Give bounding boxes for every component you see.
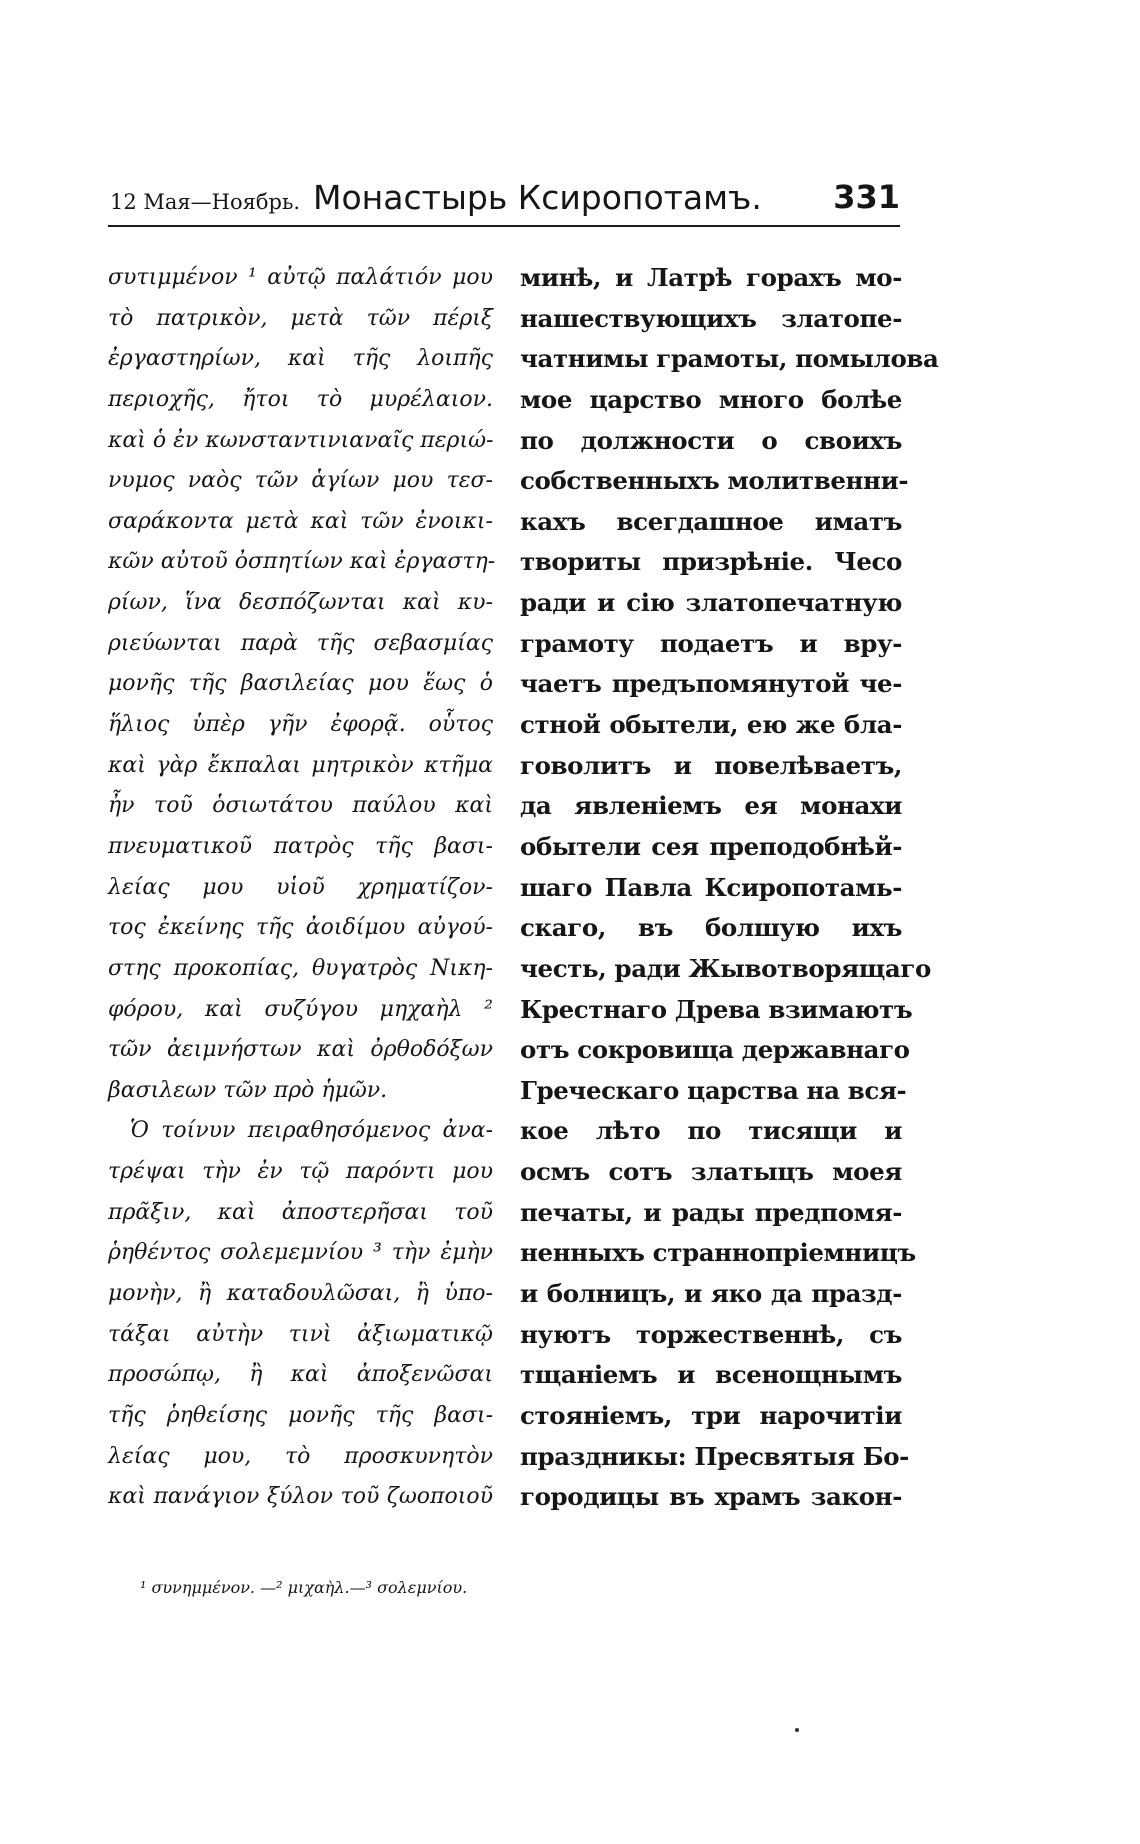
page-number: 331 xyxy=(833,178,900,216)
russian-text-line: нашествующихъ златопе- xyxy=(520,303,902,333)
running-header xyxy=(108,178,900,222)
greek-text-line: λείας μου, τὸ προσκυνητὸν xyxy=(108,1443,493,1469)
russian-text-line: Греческаго царства на вся- xyxy=(520,1075,907,1105)
greek-text-line: ἐργαστηρίων, καὶ τῆς λοιπῆς xyxy=(108,346,493,372)
greek-text-line: περιοχῆς, ἤτοι τὸ μυρέλαιον. xyxy=(108,386,493,412)
greek-text-line: τρέψαι τὴν ἐν τῷ παρόντι μου xyxy=(108,1159,493,1185)
russian-text-line: ради и сію златопечатную xyxy=(520,588,902,618)
greek-text-line: μονὴν, ἢ καταδουλῶσαι, ἢ ὑπο- xyxy=(108,1281,493,1307)
russian-text-line: стной обытели, ею же бла- xyxy=(520,710,902,740)
russian-text-column xyxy=(520,258,939,1518)
stray-ink-mark xyxy=(795,1728,799,1732)
russian-text-line: Крестнаго Древа взимаютъ xyxy=(520,994,913,1024)
russian-text-line: говолитъ и повелѣваетъ, xyxy=(520,750,902,780)
russian-text-line: чатнимы грамоты, помылова xyxy=(520,344,939,374)
russian-text-line: нуютъ торжественнѣ, съ xyxy=(520,1319,902,1349)
greek-text-line: πρᾶξιν, καὶ ἀποστερῆσαι τοῦ xyxy=(108,1199,493,1225)
header-rule xyxy=(108,225,900,227)
greek-text-line: προσώπῳ, ἢ καὶ ἀποξενῶσαι xyxy=(108,1362,493,1388)
greek-text-line: πνευματικοῦ πατρὸς τῆς βασι- xyxy=(108,833,493,859)
russian-text-line: скаго, въ болшую ихъ xyxy=(520,913,902,943)
greek-text-line: τῆς ῥηθείσης μονῆς τῆς βασι- xyxy=(108,1402,493,1428)
greek-text-line: ῥηθέντος σολεμεμνίου ³ τὴν ἐμὴν xyxy=(108,1240,493,1266)
russian-text-line: ненныхъ страннопріемницъ xyxy=(520,1238,916,1268)
russian-text-line: стояніемъ, три нарочитіи xyxy=(520,1400,902,1430)
running-header-title: Монастырь Ксиропотамъ. xyxy=(313,178,762,217)
running-header-date-range: 12 Мая—Ноябрь. xyxy=(110,190,301,214)
greek-text-line: ρίων, ἵνα δεσπόζωνται καὶ κυ- xyxy=(108,590,493,616)
greek-text-line: κῶν αὐτοῦ ὀσπητίων καὶ ἐργαστη- xyxy=(108,549,496,575)
greek-text-line: καὶ ὁ ἐν κωνσταντινιαναῖς περιώ- xyxy=(108,427,494,453)
russian-text-line: мое царство много болѣе xyxy=(520,384,902,414)
greek-text-line: σαράκοντα μετὰ καὶ τῶν ἐνοικι- xyxy=(108,508,493,534)
russian-text-line: собственныхъ молитвенни- xyxy=(520,466,909,496)
russian-text-line: кахъ всегдашное иматъ xyxy=(520,506,902,536)
greek-text-line: βασιλεων τῶν πρὸ ἡμῶν. xyxy=(108,1077,388,1103)
russian-text-line: грамоту подаетъ и вру- xyxy=(520,628,902,658)
russian-text-line: твориты призрѣніе. Чесо xyxy=(520,547,902,577)
russian-text-line: обытели сея преподобнѣй- xyxy=(520,831,902,861)
greek-text-line: φόρου, καὶ συζύγου μηχαὴλ ² xyxy=(108,996,493,1022)
russian-text-line: праздникы: Пресвятыя Бо- xyxy=(520,1441,909,1471)
russian-text-line: по должности о своихъ xyxy=(520,425,902,455)
russian-text-line: минѣ, и Латрѣ горахъ мо- xyxy=(520,263,902,292)
footnote: ¹ συνημμένον. —² μιχαὴλ.—³ σολεμνίου. xyxy=(140,1578,468,1597)
greek-text-line: συτιμμένον ¹ αὐτῷ παλάτιόν μου xyxy=(108,265,493,290)
greek-text-line: τῶν ἀειμνήστων καὶ ὀρθοδόξων xyxy=(108,1037,493,1063)
greek-text-line: τος ἐκείνης τῆς ἀοιδίμου αὐγού- xyxy=(108,915,493,941)
greek-text-line: στης προκοπίας, θυγατρὸς Νικη- xyxy=(108,955,493,981)
russian-text-line: печаты, и рады предпомя- xyxy=(520,1197,902,1227)
greek-text-line: λείας μου υἱοῦ χρηματίζον- xyxy=(108,874,493,900)
greek-text-line: ἦν τοῦ ὁσιωτάτου παύλου καὶ xyxy=(108,793,493,819)
russian-text-line: да явленіемъ ея монахи xyxy=(520,791,902,821)
greek-text-line: νυμος ναὸς τῶν ἁγίων μου τεσ- xyxy=(108,468,493,494)
greek-text-line: τάξαι αὐτὴν τινὶ ἀξιωματικῷ xyxy=(108,1321,493,1347)
russian-text-line: чаетъ предъпомянутой че- xyxy=(520,669,902,699)
russian-text-line: честь, ради Жывотворящаго xyxy=(520,953,931,983)
greek-text-line: ἥλιος ὑπὲρ γῆν ἐφορᾷ. οὗτος xyxy=(108,712,493,738)
russian-text-line: кое лѣто по тисящи и xyxy=(520,1116,902,1146)
greek-text-line: ριεύωνται παρὰ τῆς σεβασμίας xyxy=(108,630,493,656)
greek-text-column xyxy=(108,258,496,1518)
russian-text-line: отъ сокровища державнаго xyxy=(520,1035,910,1065)
russian-text-line: и болницъ, и яко да празд- xyxy=(520,1279,902,1309)
greek-text-line: καὶ πανάγιον ξύλον τοῦ ζωοποιοῦ xyxy=(108,1484,493,1510)
russian-text-line: осмъ сотъ златыцъ моея xyxy=(520,1157,902,1187)
greek-text-line: μονῆς τῆς βασιλείας μου ἕως ὁ xyxy=(108,671,493,697)
russian-text-line: городицы въ храмъ закон- xyxy=(520,1482,902,1512)
greek-text-line: καὶ γὰρ ἔκπαλαι μητρικὸν κτῆμα xyxy=(108,752,493,778)
greek-text-line: Ὁ τοίνυν πειραθησόμενος ἀνα- xyxy=(130,1118,493,1144)
russian-text-line: шаго Павла Ксиропотамь- xyxy=(520,872,902,902)
greek-text-line: τὸ πατρικὸν, μετὰ τῶν πέριξ xyxy=(108,305,493,331)
russian-text-line: тщаніемъ и всенощнымъ xyxy=(520,1360,902,1390)
